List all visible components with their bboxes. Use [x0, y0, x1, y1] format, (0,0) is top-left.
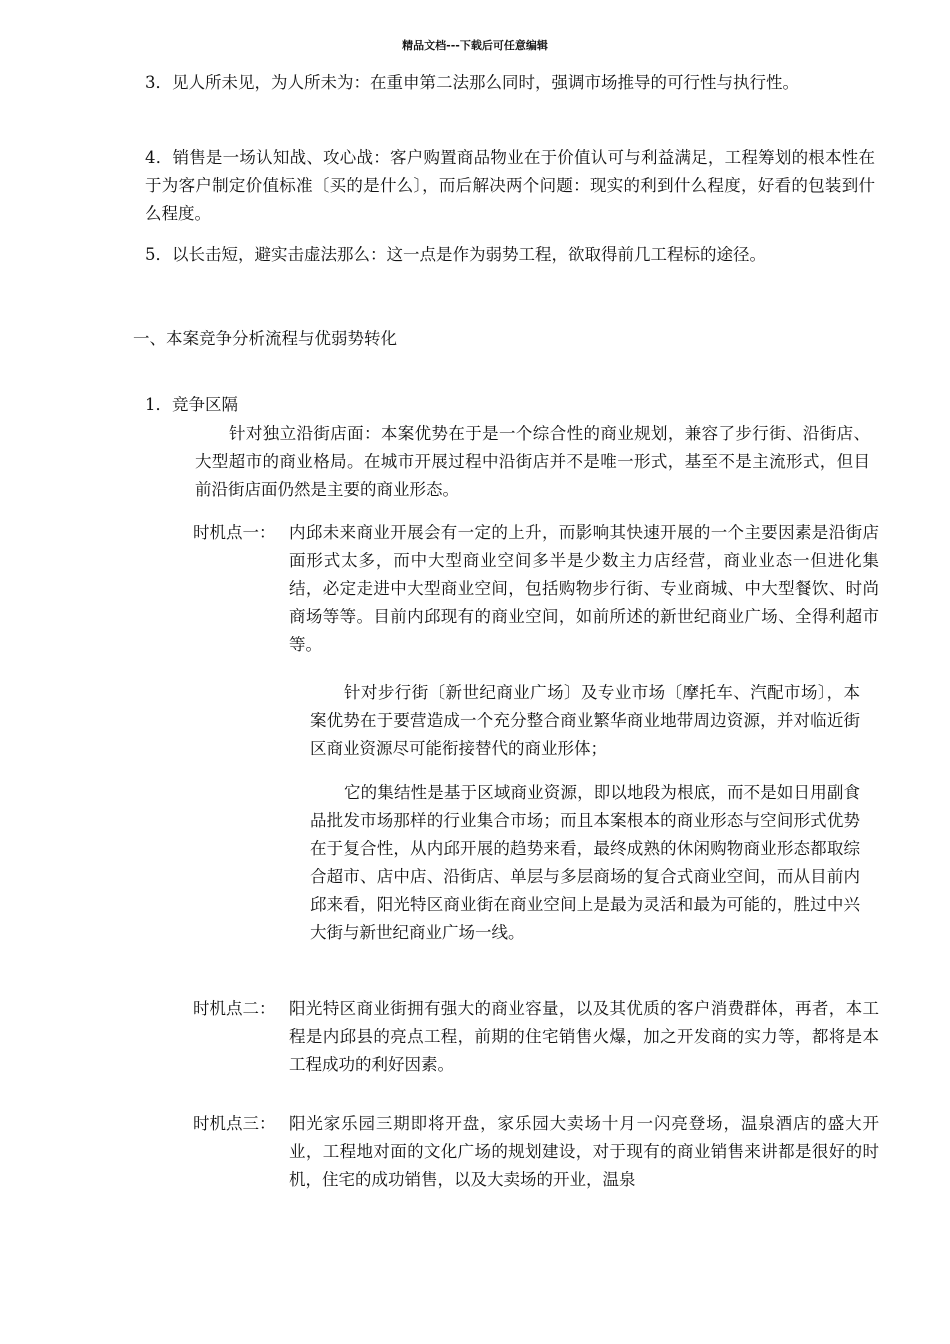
timing-point-2: [193, 995, 883, 1079]
sub-heading: 1．竞争区隔: [145, 395, 238, 414]
timing-point-text: 内邱未来商业开展会有一定的上升，而影响其快速开展的一个主要因素是沿街店面形式太多，而中大型商业空间多半是少数主力店经营，商业业态一但进化集结，必定走进中大型商业空间，包括购物步行街、专业商城、中大型餐饮、时尚商场等等。目前内邱现有的商业空间，如前所述的新世纪商业广场、全得利超市等。: [289, 523, 879, 654]
timing-point-label: 时机点二：: [193, 999, 276, 1018]
timing-point-1: [193, 519, 883, 659]
sub-paragraph-pedestrian-street: 针对步行街〔新世纪商业广场〕及专业市场〔摩托车、汽配市场〕，本案优势在于要营造成一个充分整合商业繁华商业地带周边资源，并对临近街区商业资源尽可能衔接替代的商业形体；: [310, 683, 860, 758]
section-heading: 一、本案竞争分析流程与优弱势转化: [133, 329, 397, 348]
timing-point-3: [193, 1110, 883, 1194]
timing-point-label: 时机点三：: [193, 1114, 276, 1133]
timing-point-label: 时机点一：: [193, 523, 276, 542]
page-header: 精品文档---下载后可任意编辑: [402, 39, 548, 52]
timing-point-text: 阳光特区商业街拥有强大的商业容量，以及其优质的客户消费群体，再者，本工程是内邱县的亮点工程，前期的住宅销售火爆，加之开发商的实力等，都将是本工程成功的利好因素。: [289, 999, 879, 1074]
paragraph-point-3: 3．见人所未见，为人所未为：在重申第二法那么同时，强调市场推导的可行性与执行性。: [145, 73, 799, 92]
section-intro: 针对独立沿街店面：本案优势在于是一个综合性的商业规划，兼容了步行街、沿街店、大型超市的商业格局。在城市开展过程中沿街店并不是唯一形式，基至不是主流形式，但目前沿街店面仍然是主要的商业形态。: [195, 424, 870, 499]
sub-paragraph-concentration: 它的集结性是基于区域商业资源，即以地段为根底，而不是如日用副食品批发市场那样的行业集合市场；而且本案根本的商业形态与空间形式优势在于复合性，从内邱开展的趋势来看，最终成熟的休闲购物商业形态都取综合超市、店中店、沿街店、单层与多层商场的复合式商业空间，而从目前内邱来看，阳光特区商业街在商业空间上是最为灵活和最为可能的，胜过中兴大街与新世纪商业广场一线。: [310, 783, 860, 942]
paragraph-point-5: 5．以长击短，避实击虚法那么：这一点是作为弱势工程，欲取得前几工程标的途径。: [145, 245, 766, 264]
timing-point-text: 阳光家乐园三期即将开盘，家乐园大卖场十月一闪亮登场，温泉酒店的盛大开业，工程地对面的文化广场的规划建设，对于现有的商业销售来讲都是很好的时机，住宅的成功销售，以及大卖场的开业，温泉: [289, 1114, 879, 1189]
paragraph-point-4: 4．销售是一场认知战、攻心战：客户购置商品物业在于价值认可与利益满足，工程筹划的根本性在于为客户制定价值标准〔买的是什么〕，而后解决两个问题：现实的利到什么程度，好看的包装到什么程度。: [145, 148, 875, 223]
